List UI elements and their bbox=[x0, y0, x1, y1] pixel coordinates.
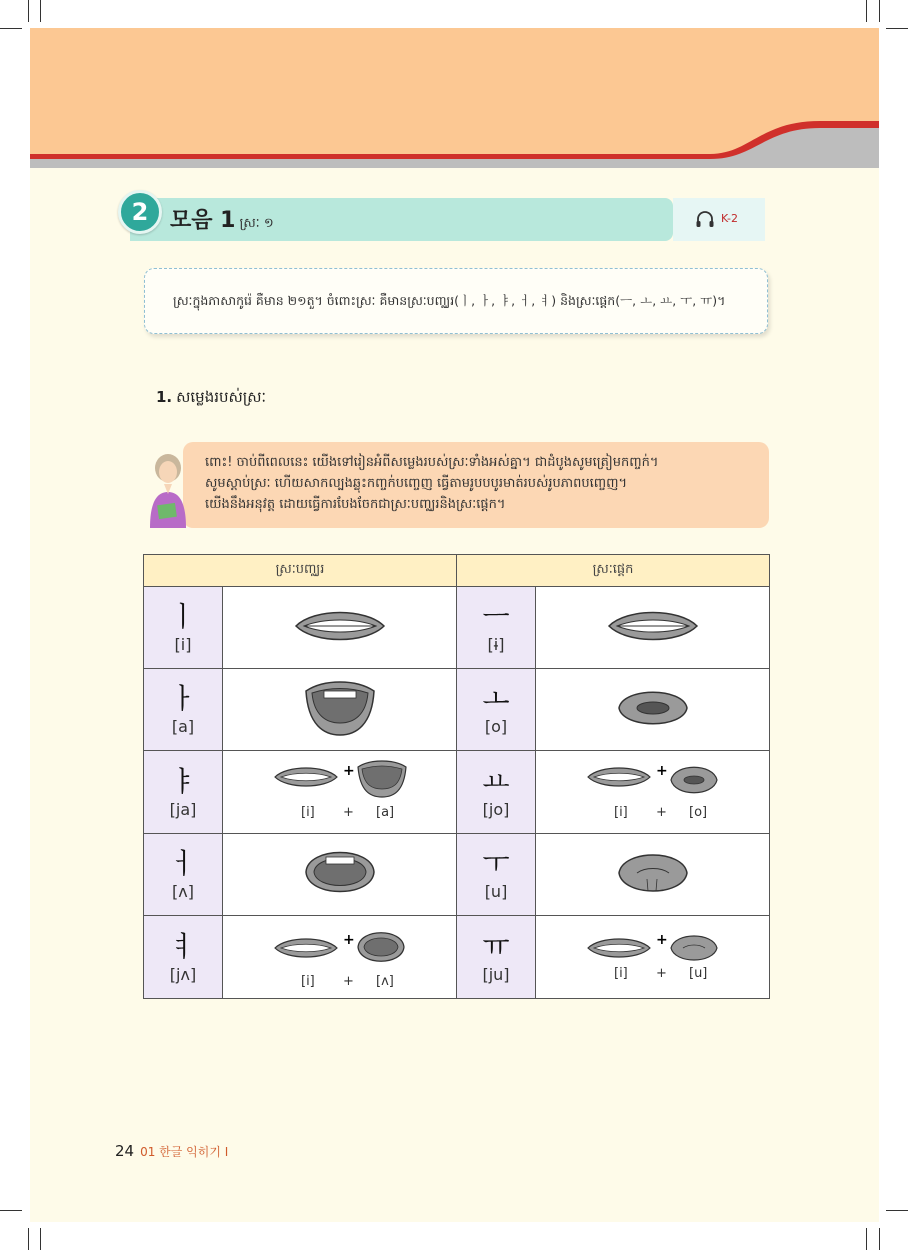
tip-box bbox=[183, 442, 769, 528]
vowel-char: ㅕ bbox=[169, 929, 197, 963]
header-banner bbox=[30, 28, 879, 168]
combo-label: [i] bbox=[614, 966, 628, 981]
combo-label: [a] bbox=[376, 805, 395, 820]
table-row bbox=[144, 916, 770, 999]
audio-track-button[interactable] bbox=[673, 198, 765, 241]
combo-label: [ʌ] bbox=[376, 974, 394, 989]
mouth-pucker-image bbox=[617, 847, 689, 899]
vowel-cell bbox=[144, 669, 223, 751]
crop-mark bbox=[0, 28, 22, 29]
mouth-image-cell bbox=[536, 669, 770, 751]
vowel-ipa: [jo] bbox=[482, 799, 510, 819]
mouth-open-image bbox=[356, 759, 408, 799]
tip-line: សូមស្ដាប់ស្រៈ ហើយសាកល្បងឆ្លុះកញ្ចក់បញ្ចេញ ធ្វើតាមរូបបបូរមាត់របស់រូបភាពបញ្ចេញ។ bbox=[205, 476, 628, 491]
vowel-ipa: [i] bbox=[174, 635, 192, 654]
vowel-char: ㅜ bbox=[482, 847, 510, 880]
question-heading bbox=[156, 388, 266, 410]
mouth-image-cell bbox=[223, 669, 457, 751]
mouth-combo-cell bbox=[536, 916, 770, 999]
mouth-smile-image bbox=[586, 934, 652, 962]
vowel-char: ㅠ bbox=[482, 929, 510, 963]
vowel-cell bbox=[144, 751, 223, 834]
vowel-char: ㅣ bbox=[169, 600, 197, 633]
mouth-pucker-image bbox=[669, 930, 719, 966]
question-title: សម្លេងរបស់ស្រៈ bbox=[176, 388, 267, 406]
combo-label: [i] bbox=[614, 805, 628, 820]
mouth-round-image bbox=[669, 761, 719, 799]
mouth-open-image bbox=[304, 679, 376, 737]
mouth-smile-image bbox=[273, 763, 339, 791]
vowel-cell bbox=[144, 834, 223, 916]
vowel-cell bbox=[457, 834, 536, 916]
table-row bbox=[144, 669, 770, 751]
intro-text: ស្រៈក្នុងភាសាកូរ៉េ គឺមាន ២១តួ។ ចំពោះស្រៈ គឺមានស្រៈបញ្ឈរ(ㅣ, ㅏ, ㅑ, ㅓ, ㅕ) និងស្រៈផ្ដេក(ㅡ, ㅗ, ㅛ, ㅜ, ㅠ)។ bbox=[173, 293, 726, 308]
vowel-char: ㅡ bbox=[482, 600, 510, 633]
vowel-ipa: [ɨ] bbox=[487, 635, 505, 654]
section-title bbox=[170, 203, 274, 234]
mouth-combo bbox=[223, 751, 456, 833]
mouth-combo-cell bbox=[223, 751, 457, 834]
plus-sign: + bbox=[656, 763, 668, 779]
table-row bbox=[144, 834, 770, 916]
vowel-ipa: [jʌ] bbox=[169, 964, 197, 984]
banner-wave bbox=[30, 28, 879, 168]
intro-box bbox=[144, 268, 768, 334]
vowel-char: ㅏ bbox=[169, 682, 197, 715]
vowel-cell bbox=[144, 916, 223, 999]
vowel-cell bbox=[457, 751, 536, 834]
audio-track-label: K-2 bbox=[721, 212, 739, 225]
combo-label: [i] bbox=[301, 974, 315, 989]
vowel-cell bbox=[457, 916, 536, 999]
combo-label: + bbox=[343, 805, 354, 820]
vowel-char: ㅗ bbox=[482, 682, 510, 715]
page-footer bbox=[115, 1142, 228, 1160]
mouth-open-wide-image bbox=[356, 926, 406, 968]
crop-mark bbox=[879, 1228, 880, 1250]
question-number: 1. bbox=[156, 388, 173, 406]
mouth-smile-image bbox=[586, 763, 652, 791]
vowel-ipa: [a] bbox=[171, 717, 195, 736]
combo-label: [u] bbox=[689, 966, 708, 981]
mouth-smile-image bbox=[273, 934, 339, 962]
combo-label: [i] bbox=[301, 805, 315, 820]
plus-sign: + bbox=[343, 932, 355, 948]
crop-mark bbox=[886, 1210, 908, 1211]
mouth-combo bbox=[536, 751, 769, 833]
vowel-ipa: [ʌ] bbox=[172, 882, 194, 901]
crop-mark bbox=[866, 1228, 867, 1250]
mouth-combo-cell bbox=[223, 916, 457, 999]
mouth-image-cell bbox=[223, 587, 457, 669]
mouth-round-image bbox=[617, 683, 689, 733]
section-title-text: 모음 1 bbox=[170, 208, 236, 233]
crop-mark bbox=[866, 0, 867, 22]
tip-line: ពោះ! ចាប់ពីពេលនេះ យើងទៅរៀនអំពីសម្លេងរបស់ស្រៈទាំងអស់គ្នា។ ជាដំបូងសូមត្រៀមកញ្ចក់។ bbox=[205, 455, 659, 470]
plus-sign: + bbox=[343, 763, 355, 779]
mouth-open-wide-image bbox=[304, 844, 376, 902]
crop-mark bbox=[0, 1210, 22, 1211]
vowel-table bbox=[143, 554, 770, 999]
teacher-illustration bbox=[144, 448, 192, 528]
crop-mark bbox=[28, 0, 29, 22]
vowel-char: ㅑ bbox=[169, 764, 197, 798]
mouth-image-cell bbox=[536, 834, 770, 916]
crop-mark bbox=[879, 0, 880, 22]
vowel-ipa: [o] bbox=[484, 717, 508, 736]
vowel-char: ㅓ bbox=[169, 847, 197, 880]
header-vertical-vowels: ស្រៈបញ្ឈរ bbox=[144, 555, 457, 587]
crop-mark bbox=[40, 1228, 41, 1250]
chapter-label: 01 한글 익히기 I bbox=[140, 1145, 229, 1159]
tip-line: យើងនឹងអនុវត្ត ដោយធ្វើការបែងចែកជាស្រៈបញ្ឈរនិងស្រៈផ្ដេក។ bbox=[205, 497, 506, 512]
mouth-combo bbox=[223, 916, 456, 998]
vowel-char: ㅛ bbox=[482, 764, 510, 798]
mouth-smile-image bbox=[607, 606, 699, 646]
combo-label: [o] bbox=[689, 805, 708, 820]
combo-label: + bbox=[656, 966, 667, 981]
vowel-ipa: [u] bbox=[484, 882, 508, 901]
plus-sign: + bbox=[656, 932, 668, 948]
vowel-ipa: [ju] bbox=[482, 964, 510, 984]
table-row bbox=[144, 587, 770, 669]
vowel-cell bbox=[457, 669, 536, 751]
page-number: 24 bbox=[115, 1142, 135, 1160]
mouth-image-cell bbox=[536, 587, 770, 669]
headphones-icon bbox=[695, 210, 715, 228]
header-horizontal-vowels: ស្រៈផ្ដេក bbox=[457, 555, 770, 587]
section-subtitle: ស្រៈ ១ bbox=[239, 216, 274, 231]
crop-mark bbox=[28, 1228, 29, 1250]
vowel-cell bbox=[144, 587, 223, 669]
vowel-ipa: [ja] bbox=[169, 799, 197, 819]
combo-label: + bbox=[343, 974, 354, 989]
mouth-image-cell bbox=[223, 834, 457, 916]
crop-mark bbox=[40, 0, 41, 22]
mouth-combo bbox=[536, 916, 769, 998]
combo-label: + bbox=[656, 805, 667, 820]
table-row bbox=[144, 751, 770, 834]
section-number: 2 bbox=[118, 190, 162, 234]
vowel-cell bbox=[457, 587, 536, 669]
crop-mark bbox=[886, 28, 908, 29]
mouth-combo-cell bbox=[536, 751, 770, 834]
mouth-smile-image bbox=[294, 606, 386, 646]
